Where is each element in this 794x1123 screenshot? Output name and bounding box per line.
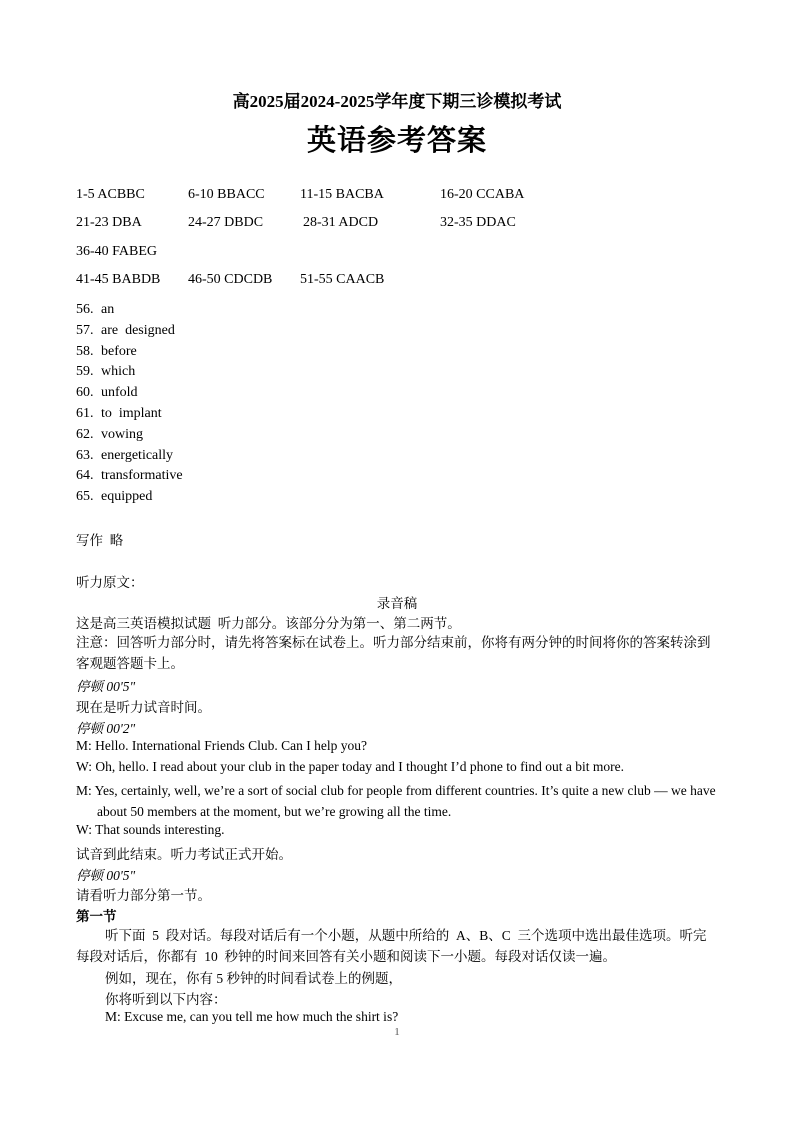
fill-in-answers [76, 300, 183, 508]
list-item: 57. are designed [76, 322, 175, 338]
pause-marker: 停顿 00'5" [76, 868, 136, 883]
section-title: 第一节 [76, 909, 117, 924]
list-item: 64. transformative [76, 468, 183, 484]
dialogue-line: W: Oh, hello. I read about your club in the paper today and I thought I’d phone to find out a bit more. [76, 759, 624, 774]
list-item: 60. unfold [76, 385, 138, 401]
answer-group: 6-10 BBACC [188, 187, 265, 202]
answer-group: 46-50 CDCDB [188, 272, 273, 287]
answer-group: 28-31 ADCD [303, 215, 379, 230]
list-item: 59. which [76, 364, 136, 380]
pause-marker: 停顿 00'2" [76, 721, 136, 736]
dialogue-line: M: Hello. International Friends Club. Can I help you? [76, 738, 367, 753]
list-item: 65. equipped [76, 489, 153, 505]
transcript-heading: 录音稿 [376, 596, 418, 611]
answer-group: 24-27 DBDC [188, 215, 264, 230]
answer-group: 51-55 CAACB [300, 272, 385, 287]
listening-notice: 注意：回答听力部分时，请先将答案标在试卷上。听力部分结束前，你将有两分钟的时间将你的答案转涂到客观题答题卡上。 [76, 635, 711, 671]
answer-group: 21-23 DBA [76, 215, 142, 230]
list-item: 58. before [76, 343, 137, 359]
test-end-text: 试音到此结束。听力考试正式开始。 [76, 847, 292, 862]
list-item: 63. energetically [76, 447, 174, 463]
answer-group: 11-15 BACBA [300, 187, 384, 202]
section-prompt: 请看听力部分第一节。 [76, 888, 211, 903]
answer-group: 1-5 ACBBC [76, 187, 145, 202]
example-line: M: Excuse me, can you tell me how much the shirt is? [105, 1009, 399, 1024]
writing-note: 写作 略 [76, 533, 124, 548]
list-item: 56. an [76, 302, 115, 317]
list-item: 61. to implant [76, 405, 162, 421]
test-time-text: 现在是听力试音时间。 [76, 700, 211, 715]
answer-group: 41-45 BABDB [76, 272, 161, 287]
dialogue-line: M: Yes, certainly, well, we’re a sort of social club for people from different countries. It’s quite a new club — we have about 50 members at the moment, but we’re growing all the time. [76, 783, 716, 819]
example-hear: 你将听到以下内容： [105, 992, 227, 1007]
document-title: 英语参考答案 [306, 125, 487, 157]
example-intro: 例如，现在，你有 5 秒钟的时间看试卷上的例题， [105, 971, 402, 986]
exam-title: 高2025届2024-2025学年度下期三诊模拟考试 [232, 92, 562, 111]
page-number: 1 [394, 1026, 400, 1038]
answer-group: 16-20 CCABA [440, 187, 525, 202]
list-item: 62. vowing [76, 426, 143, 442]
section-instructions: 听下面 5 段对话。每段对话后有一个小题，从题中所给的 A、B、C 三个选项中选出最佳选项。听完每段对话后，你都有 10 秒钟的时间来回答有关小题和阅读下一小题。每段对话仅读一遍。 [76, 928, 707, 964]
listening-label: 听力原文： [76, 575, 144, 590]
dialogue-line: W: That sounds interesting. [76, 822, 225, 837]
listening-intro: 这是高三英语模拟试题 听力部分。该部分分为第一、第二两节。 [76, 616, 461, 631]
pause-marker: 停顿 00'5" [76, 679, 136, 694]
answer-group: 36-40 FABEG [76, 244, 158, 259]
answer-group: 32-35 DDAC [440, 215, 516, 230]
